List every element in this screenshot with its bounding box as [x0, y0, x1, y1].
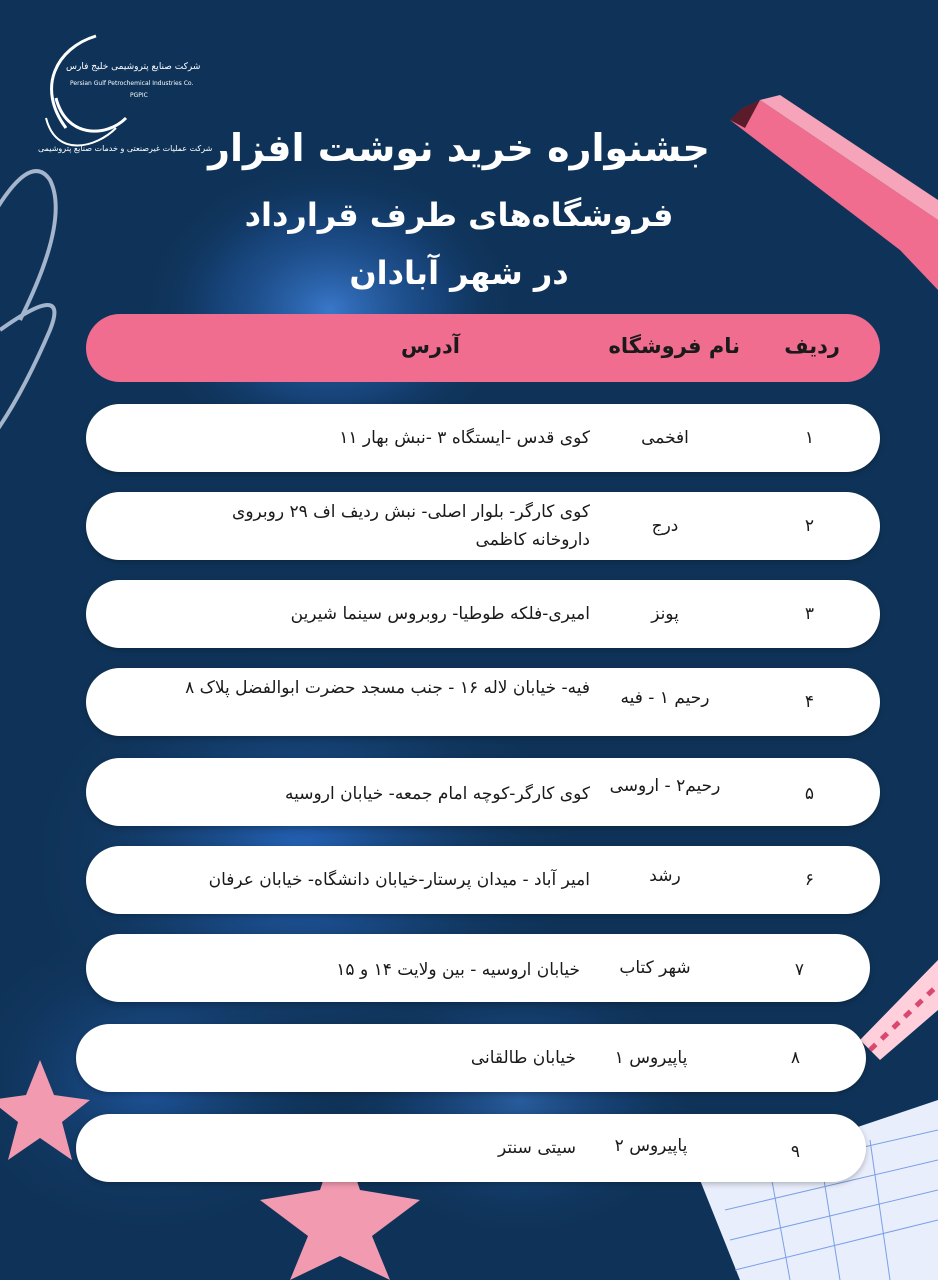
- header-address: آدرس: [400, 334, 460, 358]
- logo-subtext-fa: شرکت عملیات غیرصنعتی و خدمات صنایع پتروشیمی: [38, 144, 213, 153]
- row-number: ۴: [804, 692, 814, 712]
- table-row: [86, 758, 880, 826]
- store-address: خیابان طالقانی: [470, 1048, 576, 1068]
- store-address: امیری-فلکه طوطیا- روبروس سینما شیرین: [290, 604, 590, 624]
- store-name: رشد: [649, 866, 681, 886]
- store-name: پاپیروس ۲: [614, 1136, 688, 1156]
- store-address: فیه- خیابان لاله ۱۶ - جنب مسجد حضرت ابوالفضل پلاک ۸: [185, 678, 590, 698]
- store-name: افخمی: [641, 428, 689, 448]
- store-address: سیتی سنتر: [498, 1138, 576, 1158]
- table-header: [86, 314, 880, 382]
- table-row: [86, 668, 880, 736]
- table-row: [86, 846, 880, 914]
- row-number: ۷: [794, 960, 804, 980]
- page-subtitle-city: در شهر آبادان: [349, 254, 569, 292]
- table-row: [86, 492, 880, 560]
- row-number: ۸: [790, 1048, 800, 1068]
- header-row-number: ردیف: [784, 334, 840, 358]
- row-number: ۲: [804, 516, 814, 536]
- store-address: کوی قدس -ایستگاه ۳ -نبش بهار ۱۱: [339, 428, 590, 448]
- row-number: ۹: [790, 1142, 800, 1162]
- table-row: [86, 934, 870, 1002]
- store-address: امیر آباد - میدان پرستار-خیابان دانشگاه- خیابان عرفان: [208, 870, 590, 890]
- table-row: [76, 1114, 866, 1182]
- row-number: ۶: [804, 870, 814, 890]
- header-store-name: نام فروشگاه: [608, 334, 740, 358]
- table-row: [86, 404, 880, 472]
- store-name: درج: [651, 516, 679, 536]
- logo-text-fa: شرکت صنایع پتروشیمی خلیج فارس: [66, 62, 201, 72]
- row-number: ۵: [804, 784, 814, 804]
- page-title: جشنواره خرید نوشت افزار: [208, 126, 710, 170]
- store-address: خیابان اروسیه - بین ولایت ۱۴ و ۱۵: [336, 960, 580, 980]
- table-row: [76, 1024, 866, 1092]
- store-name: پاپیروس ۱: [614, 1048, 688, 1068]
- store-name: شهر کتاب: [619, 958, 691, 978]
- store-name: رحیم۲ - اروسی: [609, 776, 721, 796]
- page-subtitle: فروشگاه‌های طرف قرارداد: [244, 196, 674, 234]
- store-address: کوی کارگر- بلوار اصلی- نبش ردیف اف ۲۹ روبروی داروخانه کاظمی: [232, 502, 590, 550]
- store-name: رحیم ۱ - فیه: [620, 688, 710, 708]
- store-name: پونز: [651, 604, 679, 624]
- store-address: کوی کارگر-کوچه امام جمعه- خیابان اروسیه: [285, 784, 590, 804]
- table-row: [86, 580, 880, 648]
- logo-text-abbr: PGPIC: [130, 92, 148, 99]
- row-number: ۱: [804, 428, 814, 448]
- row-number: ۳: [804, 604, 814, 624]
- logo-text-en: Persian Gulf Petrochemical Industries Co.: [70, 80, 194, 87]
